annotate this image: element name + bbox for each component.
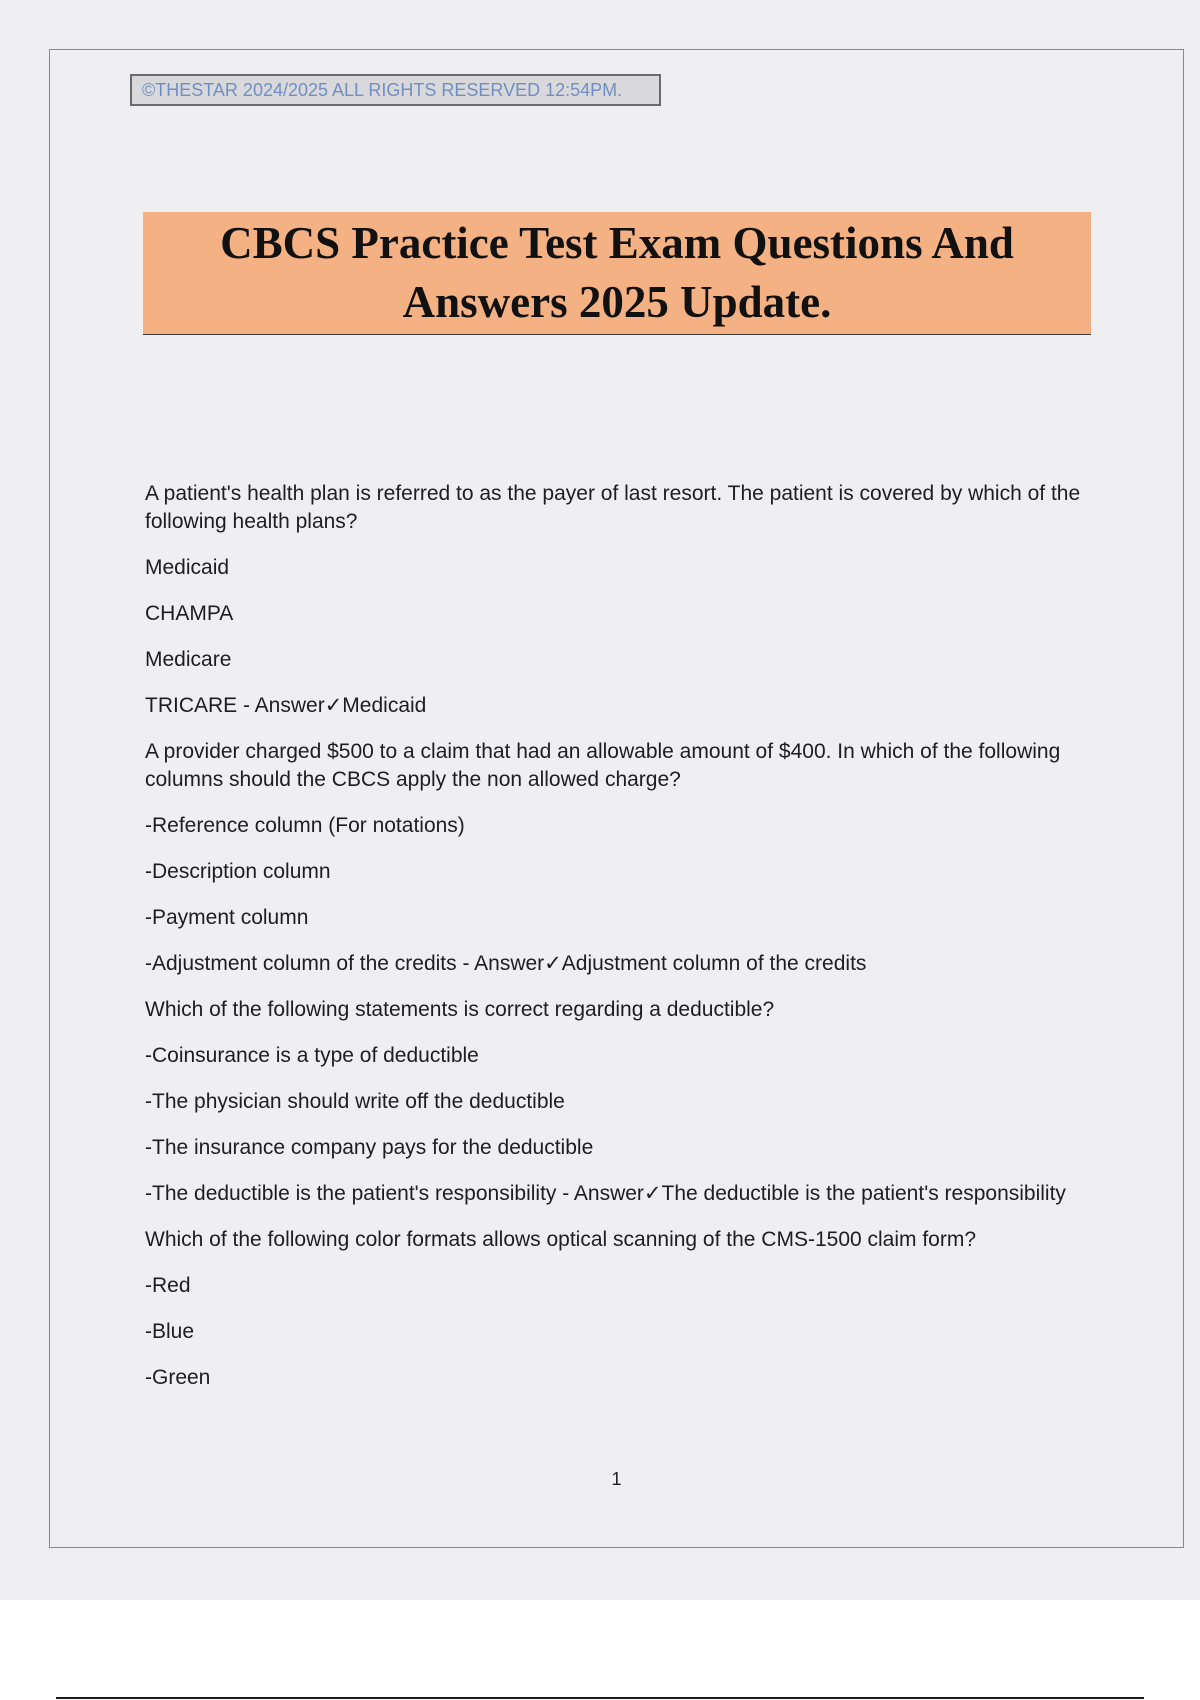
option-line: Medicaid	[145, 556, 230, 579]
question-1-text: A patient's health plan is referred to as the payer of last resort. The patient is covered by which of the following health plans?	[145, 482, 1081, 533]
question-3-text: Which of the following statements is correct regarding a deductible?	[145, 998, 775, 1021]
document-page	[49, 49, 1184, 1548]
option-line: Medicare	[145, 648, 232, 671]
option-line: -The physician should write off the deductible	[145, 1090, 565, 1113]
option-line: -Reference column (For notations)	[145, 814, 465, 837]
option-line: -Payment column	[145, 906, 309, 929]
divider	[56, 1697, 1144, 1699]
document-body	[145, 480, 1095, 1410]
option-line: -Red	[145, 1274, 191, 1297]
option-line: -The insurance company pays for the deductible	[145, 1136, 594, 1159]
answer-line: -Adjustment column of the credits - Answer✓Adjustment column of the credits	[145, 952, 867, 975]
page-title: CBCS Practice Test Exam Questions And Answers 2025 Update.	[220, 218, 1014, 327]
watermark-banner: ©THESTAR 2024/2025 ALL RIGHTS RESERVED 12:54PM.	[130, 74, 661, 106]
question-4-text: Which of the following color formats allows optical scanning of the CMS-1500 claim form?	[145, 1228, 977, 1251]
title-banner	[143, 212, 1091, 335]
option-line: -Coinsurance is a type of deductible	[145, 1044, 479, 1067]
option-line: CHAMPA	[145, 602, 234, 625]
page-number: 1	[611, 1469, 622, 1489]
option-line: -Description column	[145, 860, 331, 883]
answer-line: TRICARE - Answer✓Medicaid	[145, 694, 427, 717]
option-line: -Green	[145, 1366, 211, 1389]
option-line: -Blue	[145, 1320, 195, 1343]
question-2-text: A provider charged $500 to a claim that had an allowable amount of $400. In which of the following columns should the CBCS apply the non allowed charge?	[145, 740, 1061, 791]
answer-line: -The deductible is the patient's responsibility - Answer✓The deductible is the patient's responsibility	[145, 1182, 1066, 1205]
